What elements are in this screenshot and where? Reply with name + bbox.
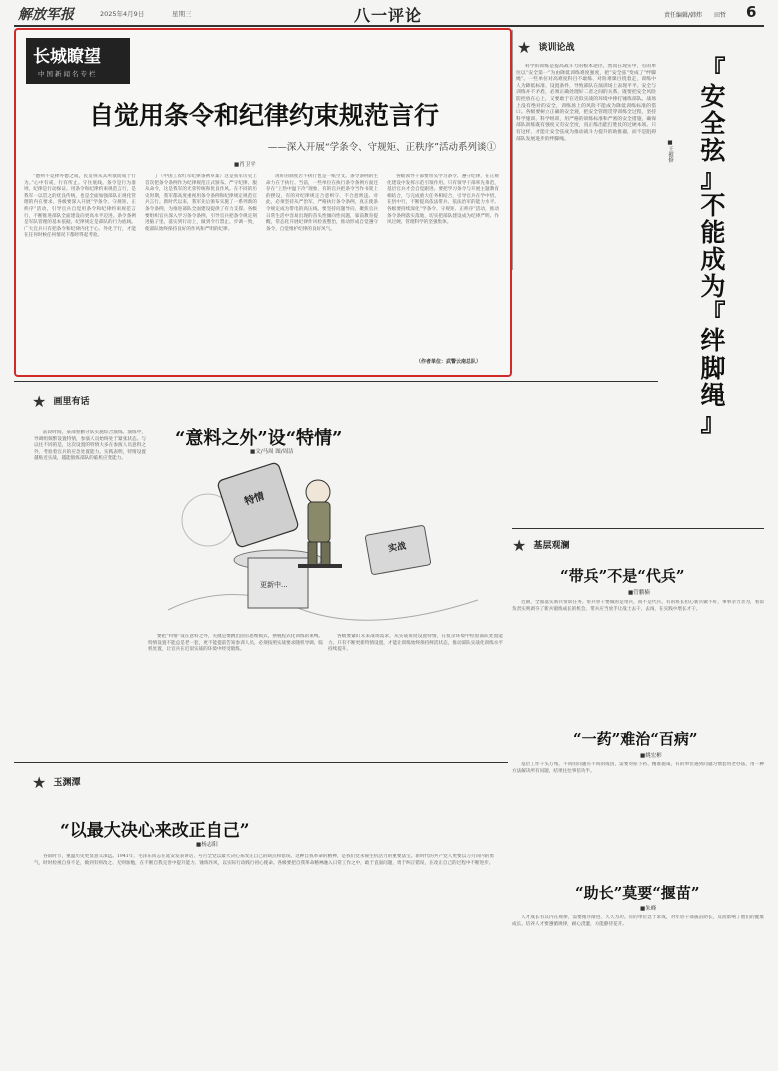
jade-pond-author: ■杨志阳 [196,842,218,848]
observation-3-title: “助长”莫要“揠苗” [575,884,700,902]
sidebar-headline-char: 能 [700,217,726,247]
issue-weekday: 星期三 [172,10,192,18]
cartoon-paragraph: 各级要紧盯未来战场需求，从实战角度设置特情，在复杂环境中检验部队处置能力。只有不断更新特情设置，才能让训练始终保持鲜活状态，推动部队实战化训练水平持续提升。 [328,634,503,653]
masthead [0,0,778,26]
featured-article [14,28,512,377]
sidebar-paragraph: 科学的训练是提高战斗力的根本途径。然而在现实中，有的单位以“安全第一”为由降低训练难度强度，把“安全弦”变成了“绊脚绳”。一些单位对高难度科目不敢练、对险难课目绕着走，训练中人为降低标准、设置条件，导致部队在演训场上表现平平。安全与训练并不矛盾，必须正确处理好二者之间的关系，既要把安全风险防控放在心上，又要敢于在近似实战的环境中摔打锤炼部队。战场上没有绝对的安全，训练场上的风险不能成为降低训练标准的借口。各级要树立正确的安全观，把安全管理贯穿训练全过程，坚持科学施训、科学组训，用严格的训练标准和严密的安全措施，确保部队训练既有强度又有安全度，真正练出能打胜仗的过硬本领。只有这样，才能让安全弦成为推动战斗力提升的助推器，而不是阻碍部队发展进步的绊脚绳。 [516,64,656,142]
cartoon-text-mid [148,634,323,734]
observation-1-title: “带兵”不是“代兵” [560,567,685,585]
sidebar-column-name: 谈训论战 [538,43,575,53]
sidebar-headline-char: 『 [700,55,726,84]
observations-column-header [512,536,642,556]
sidebar-headline-char: 绊 [700,326,726,356]
sidebar-headline-char: 不 [700,190,726,220]
article-subtitle: ——深入开展“学条令、守规矩、正秩序”活动系列谈① [267,142,496,153]
article-column-2 [145,174,257,368]
observation-2-author: ■姚宏彬 [640,753,662,759]
observation-paragraph: 人才成长有其内在规律，需要循序渐进、久久为功。有的单位急于求成，对年轻干部拔苗助长，反而影响了他们的健康成长。培养人才要遵循规律，耐心浇灌，方能静待花开。 [512,915,764,927]
cartoon-scroll-label: 实战 [387,541,408,555]
observation-2-title: “一药”难治“百病” [573,730,698,748]
star-icon: ★ [32,392,47,411]
observations-column-name: 基层观澜 [533,541,570,551]
cartoon-byline: ■文/马周 图/周洁 [250,449,294,455]
paper-logo: 解放军报 [18,7,74,23]
observation-1-body [512,600,764,672]
article-column-4 [387,174,499,354]
sidebar-column-header [517,38,637,58]
jade-pond-body [34,854,494,1054]
article-paragraph: 再好的制度若不执行也是一纸空文。条令条例的生命力在于执行。当前，一些单位在执行条令条例方面还存在“上热中温下冷”现象，有的官兵把条令当作书架上的摆设，有的对纪律规定合意则守、不合意则违。对此，必须坚持从严治军，严格执行条令条例，真正使条令规定成为带电的高压线。要坚持问题导向，聚焦官兵日常生活中容易出现的苗头性倾向性问题，靠前教育提醒，常态化开展纪律作风检查整治，推动形成自觉遵守条令、自觉维护纪律的良好风气。 [266,174,378,232]
jade-pond-paragraph: 谷雨时节，重温历史更显意义深远。1941年，毛泽东同志在延安发表讲话，号召全党以最大决心来改正自己的缺点和错误。这种自我革命的精神，是我们党永葆生机活力的重要法宝。新时代的共产党人更要以刀刃向内的勇气，时时检视自身不足，做到有则改之、无则加勉，在不断自我完善中提升能力、锤炼作风，以实际行动践行初心使命。各级要把自我革命精神融入日常工作之中，敢于直面问题，勇于纠正错误，在改正自己的过程中不断进步。 [34,854,494,866]
sidebar-headline-char: 』 [700,163,726,193]
article-column-1 [24,174,136,368]
star-icon: ★ [32,773,47,792]
proofreader-credit: 田哲 [714,12,727,19]
observation-paragraph: 基层工作千头万绪，不同的问题有不同的成因，需要对症下药、精准施策。有的单位遇到问题习惯套用老办法，用一种方法解决所有问题，结果往往事倍功半。 [512,762,764,774]
observation-1-author: ■管鹏楠 [628,590,650,596]
article-paragraph: “德则不竞择外德之成，民贯则从其所欲而成于行为。”心中有戒，行有所止。守住底线。条令是行为准则，纪律是行动保证。用条令和纪律约束规范言行，是我军一以贯之的优良传统，也是全面加强部队正规化管理的内在要求。各级要深入开展“学条令、守规矩、正秩序”活动，引导官兵自觉用条令和纪律约束规范言行，不断推进部队全面建设向更高水平迈进。条令条例是军队管理的基本依据，纪律规定是部队的行为底线。广大官兵只有把条令和纪律内化于心、外化于行，才能在任何时候任何情况下都经得起考验。 [24,174,136,239]
section-title: 八一评论 [354,6,423,25]
jade-pond-column-header [32,773,152,793]
star-icon: ★ [512,536,527,555]
cartoon-title: “意料之外”设“特情” [175,428,343,449]
cartoon-text-right [328,634,503,734]
star-icon: ★ [517,38,532,57]
sidebar-headline-char: 为 [700,272,726,302]
article-title: 自觉用条令和纪律约束规范言行 [88,101,439,130]
cartoon-folder-label: 特情 [243,491,266,508]
issue-date: 2025年4月9日 [100,10,145,18]
article-paragraph: 了（中国工农红军纪律条例草案）这是我军历史上首次把条令条例作为纪律规范正式颁布。严守纪律、服从命令，这是我军的光荣传统和优良作风。在不同的历史时期，我军都高度重视用条令条例和纪律规定规范官兵言行。新时代以来，我军先后颁布实施了一系列新的条令条例，为推进部队全面建设提供了有力支撑。各级要组织官兵深入学习条令条例，引导官兵把条令规定刻进脑子里、落实到行动上，做到令行禁止、步调一致，使部队始终保持良好的作风和严明的纪律。 [145,174,257,232]
sidebar-headline-char: 『 [700,299,726,329]
sidebar-headline-char: 脚 [700,353,726,383]
sidebar-headline-char: 绳 [700,380,726,410]
cartoon-paragraph: 前段时间，某部警勤分队实施综合演练。演练中，导调组频繁设置特情，参演人员始终处于紧张状态。与以往不同的是，这次设置的特情大多在参演人员意料之外，考验着官兵的应急处置能力。实践表明，特情设置越贴近实战，越能锻炼部队的临机应变能力。 [34,430,146,462]
observation-paragraph: 近期，全面落实新兵带训任务。带兵骨干要做的是带兵，而不是代兵。有的班长担心新兵做不好，事事亲力亲为，看似负责实则剥夺了新兵锻炼成长的机会。带兵应当放手让战士去干、去闯，在实践中增长才干。 [512,600,764,612]
jade-pond-column-name: 玉渊潭 [53,778,81,788]
cartoon-illustration [148,460,498,632]
sidebar-headline-char: 成 [700,245,726,274]
editor-credit: 责任编辑/韩炜 [664,12,703,19]
observation-2-body [512,762,764,834]
observation-3-author: ■朱峰 [640,906,657,912]
observation-3-body [512,915,764,1055]
cartoon-paragraph: 要把“特情”设在意料之外，关键是要跳出固有思维模式，摆脱程式化训练的束缚。特情设置不能总是老一套，更不能提前告知参训人员，必须按照实战要求随机导调、临机处置，让官兵在近似实战的环境中经受锻炼。 [148,634,323,653]
cartoon-column-header [32,392,152,412]
column-name: 长城瞭望 [33,47,101,67]
column-badge [26,38,130,84]
cartoon-podium-label: 更新中... [260,581,288,589]
jade-pond-title: “以最大决心来改正自己” [60,821,250,841]
column-subtitle: 中国新闻名专栏 [38,70,98,78]
sidebar-headline-char: 全 [700,109,726,139]
cartoon-column-name: 画里有话 [53,397,90,407]
sidebar-headline-char: 安 [700,82,726,112]
article-author: ■肖卫平 [234,162,256,168]
cartoon-text-left [34,430,146,730]
sidebar-vertical-headline [690,56,736,436]
page-number: 6 [746,3,757,21]
cartoon-drawing [148,460,498,632]
sidebar-headline-char: 』 [700,407,726,437]
sidebar-headline-char: 弦 [700,136,726,166]
article-column-3 [266,174,378,368]
article-paragraph: 各级领导干部要带头学习条令、遵守纪律，在正规化建设中发挥示范引领作用。只有领导干部率先垂范，基层官兵才会自觉跟进。要把学习条令与开展主题教育相结合，与完成重大任务相结合，引导官兵在学中悟、在悟中行，不断提高依法带兵、依法治军的能力水平。各级要持续深化“学条令、守规矩、正秩序”活动，推动条令条例落实落地，切实把部队建设成为纪律严明、作风过硬、管理科学的坚强集体。 [387,174,499,226]
author-affiliation: （作者单位：武警云南总队） [416,359,482,365]
sidebar-author: ■王被修 [667,140,673,163]
